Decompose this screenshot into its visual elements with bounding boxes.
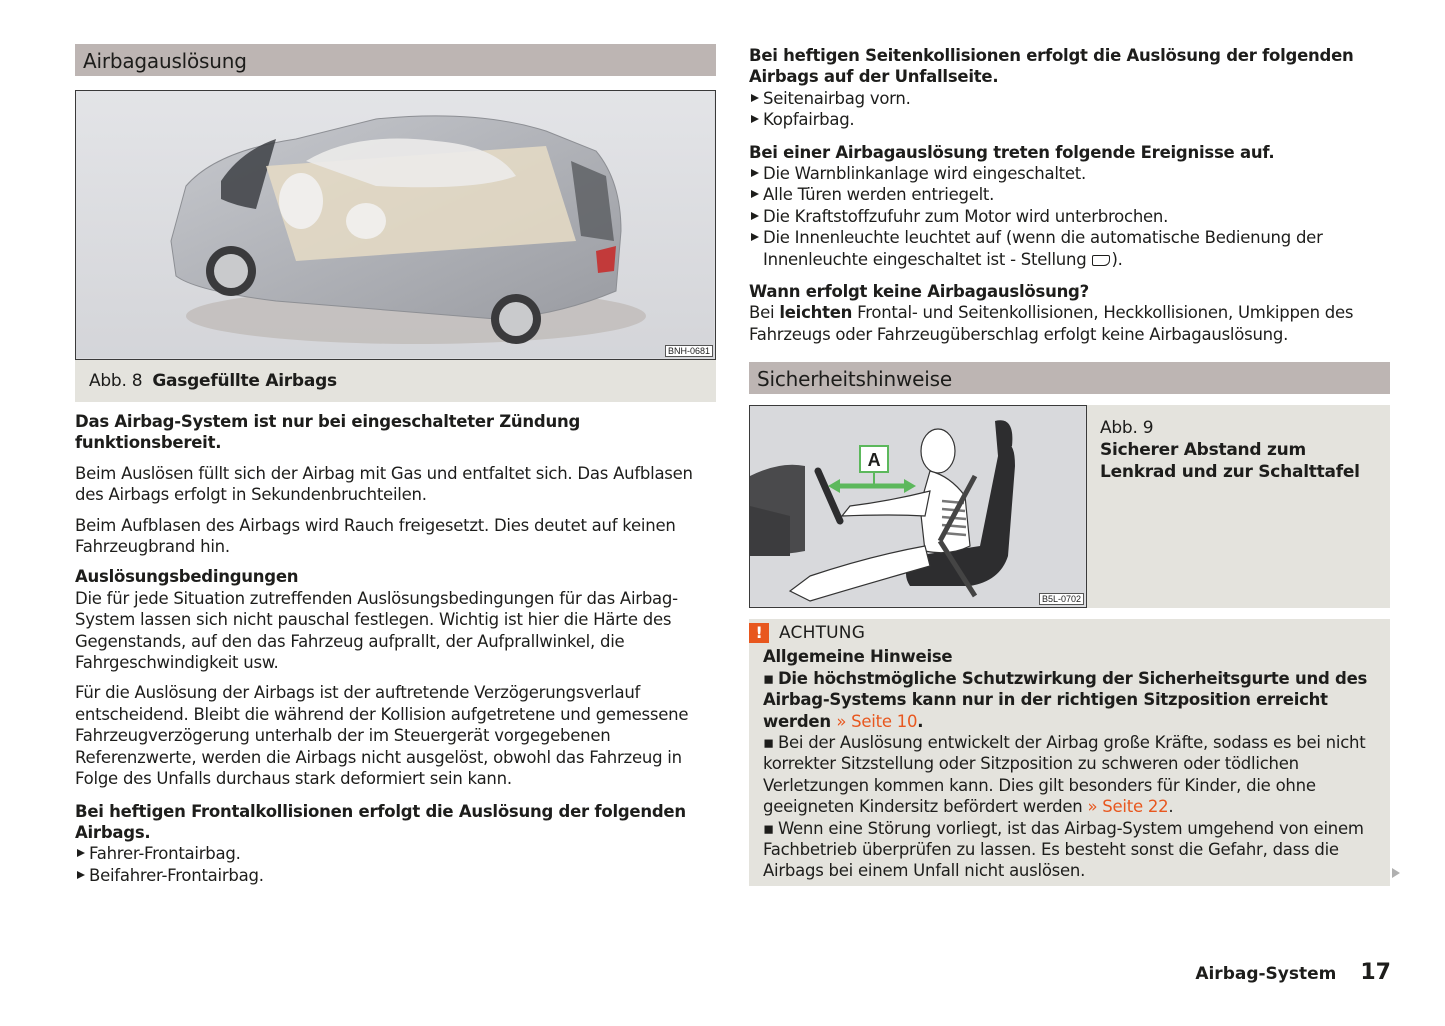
subheading-side: Bei heftigen Seitenkollisionen erfolgt die Auslösung der folgenden Airbags auf der Unfallseite. (749, 46, 1354, 87)
list-item-text-end: ). (1111, 249, 1123, 269)
list-item: Fahrer-Frontairbag. (75, 843, 716, 864)
subheading-frontal: Bei heftigen Frontalkollisionen erfolgt die Auslösung der folgenden Airbags. (75, 801, 686, 842)
figure-title: Gasgefüllte Airbags (152, 371, 337, 391)
interior-light-door-icon (1092, 255, 1110, 266)
list-item: Alle Türen werden entriegelt. (749, 184, 1390, 205)
list-item-text: Die Innenleuchte leuchtet auf (wenn die automatische Bedienung der Innenleuchte eingeschaltet ist - Stellung (763, 228, 1323, 269)
paragraph-conditions: Die für jede Situation zutreffenden Auslösungsbedingungen für das Airbag-System lassen sich nicht pauschal festlegen. Wichtig ist hier die Härte des Gegenstands, auf den das Fahrzeug aufprallt, der Aufprallwinkel, die Fahrgeschwindigkeit usw. (75, 588, 678, 673)
events-list (749, 163, 1390, 270)
subheading-conditions: Auslösungsbedingungen (75, 567, 299, 587)
figure-label: Abb. 8 (89, 371, 143, 391)
chapter-title: Airbag-System (1195, 964, 1337, 984)
section-heading-airbagausloesung: Airbagauslösung (75, 44, 716, 76)
figure-8-airbags-car (75, 90, 716, 360)
text: Bei (749, 303, 780, 323)
list-item: Die Kraftstoffzufuhr zum Motor wird unterbrochen. (749, 206, 1390, 227)
link-page-22[interactable]: » Seite 22 (1087, 797, 1169, 817)
warning-item-forces (763, 732, 1376, 818)
seating-position-illustration (750, 406, 1085, 606)
warning-box (749, 619, 1390, 885)
figure-9-caption (1087, 405, 1390, 608)
subheading-no-deploy: Wann erfolgt keine Airbagauslösung? (749, 282, 1089, 302)
list-item: Seitenairbag vorn. (749, 88, 1390, 109)
warning-item-seating (763, 668, 1376, 732)
text: Frontal- und Seitenkollisionen, Heckkollisionen, Umkippen des Fahrzeugs oder Fahrzeugüberschlag erfolgt keine Airbagauslösung. (749, 303, 1354, 344)
right-column (749, 44, 1390, 886)
distance-marker-label: A (867, 450, 881, 471)
list-item: Beifahrer-Frontairbag. (75, 865, 716, 886)
figure-8-caption (75, 360, 716, 402)
warning-header (749, 622, 1376, 644)
figure-code: B5L-0702 (1039, 593, 1084, 605)
figure-code: BNH-0681 (665, 345, 713, 357)
left-column (75, 44, 716, 886)
continue-next-page-icon (1392, 868, 1400, 878)
lead-paragraph: Das Airbag-System ist nur bei eingeschalteter Zündung funktionsbereit. (75, 412, 581, 453)
paragraph-smoke: Beim Aufblasen des Airbags wird Rauch freigesetzt. Dies deutet auf keinen Fahrzeugbrand hin. (75, 515, 676, 557)
paragraph-deceleration: Für die Auslösung der Airbags ist der auftretende Verzögerungsverlauf entscheidend. Bleibt die während der Kollision aufgetretene und gemessene Fahrzeugverzögerung unterhalb der im Steuergerät vorgegebenen Referenzwerte, werden die Airbags nicht ausgelöst, obwohl das Fahrzeug in Folge des Unfalls durchaus stark deformiert sein kann. (75, 683, 689, 789)
figure-9-seating-illustration (749, 405, 1087, 608)
warning-item-malfunction: ▪ Wenn eine Störung vorliegt, ist das Airbag-System umgehend von einem Fachbetrieb überprüfen zu lassen. Es besteht sonst die Gefahr, dass die Airbags bei einem Unfall nicht auslösen. (763, 818, 1376, 882)
warning-title: ACHTUNG (779, 622, 866, 643)
text: . (1168, 797, 1174, 817)
warning-exclamation-icon: ! (749, 623, 769, 643)
car-airbag-illustration (76, 91, 714, 358)
list-item: Die Warnblinkanlage wird eingeschaltet. (749, 163, 1390, 184)
list-item (749, 227, 1390, 270)
figure-title: Sicherer Abstand zum Lenkrad und zur Schalttafel (1100, 440, 1360, 483)
side-airbag-list (749, 88, 1390, 131)
link-page-10[interactable]: » Seite 10 (836, 711, 918, 731)
paragraph-inflation: Beim Auslösen füllt sich der Airbag mit Gas und entfaltet sich. Das Aufblasen des Airbags erfolgt in Sekundenbruchteilen. (75, 463, 693, 505)
text: Die höchstmögliche Schutzwirkung der Sicherheitsgurte und des Airbag-Systems kann nur in der richtigen Sitzposition erreicht werden (763, 668, 1368, 731)
figure-9 (749, 405, 1390, 608)
emphasis-text: leichten (779, 303, 853, 323)
figure-label: Abb. 9 (1100, 418, 1154, 439)
frontal-airbag-list (75, 843, 716, 886)
page-number: 17 (1360, 960, 1391, 985)
page-footer (1195, 962, 1391, 985)
text: Bei der Auslösung entwickelt der Airbag große Kräfte, sodass es bei nicht korrekter Sitzstellung oder Sitzposition zu schweren oder tödlichen Verletzungen kommen kann. Dies gilt besonders für Kinder, die ohne geeigneten Kindersitz befördert werden (763, 732, 1366, 817)
paragraph-no-deploy (749, 302, 1390, 345)
subheading-events: Bei einer Airbagauslösung treten folgende Ereignisse auf. (749, 142, 1275, 162)
list-item: Kopfairbag. (749, 109, 1390, 130)
text: . (917, 711, 924, 731)
section-heading-sicherheitshinweise: Sicherheitshinweise (749, 362, 1390, 394)
warning-subtitle: Allgemeine Hinweise (763, 647, 953, 667)
